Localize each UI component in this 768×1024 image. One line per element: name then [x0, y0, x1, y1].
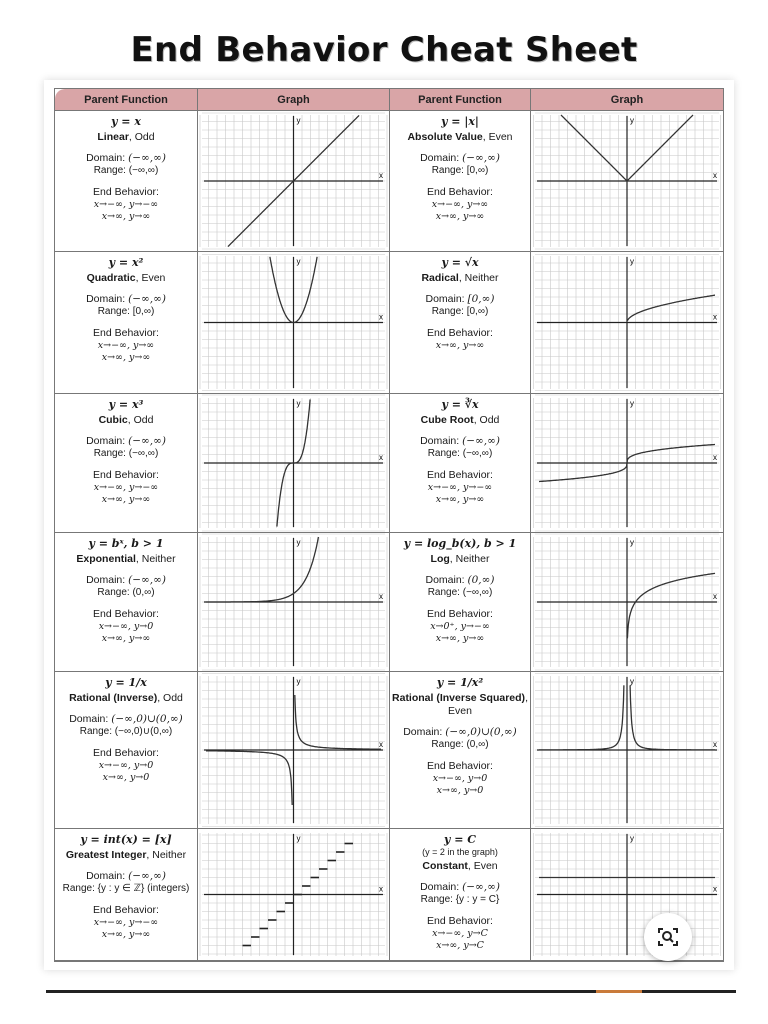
graph-cell — [198, 252, 390, 393]
end-behavior-limit-1: x→∞, y→∞ — [435, 339, 485, 351]
parent-function-cell — [55, 672, 198, 828]
range-line — [390, 448, 530, 461]
x-axis-label: x — [713, 592, 717, 601]
function-info — [55, 533, 197, 644]
end-behavior-limit-2: x→∞, y→C — [436, 939, 484, 951]
y-axis-label: y — [630, 538, 634, 547]
end-behavior-limit-2: x→∞, y→∞ — [101, 210, 151, 222]
range-label: Range: — [62, 883, 95, 894]
domain-value: (−∞,0)∪(0,∞) — [111, 712, 183, 725]
image-search-icon — [656, 925, 680, 949]
end-behavior-label: End Behavior: — [427, 914, 493, 927]
y-axis-label: y — [630, 399, 634, 408]
end-behavior-limit-1: x→0⁺, y→−∞ — [430, 620, 490, 632]
end-behavior-label: End Behavior: — [427, 759, 493, 772]
graph-cell — [198, 394, 390, 532]
range-label: Range: — [79, 726, 113, 737]
cheat-sheet-table — [54, 88, 724, 962]
function-info — [390, 672, 530, 797]
end-behavior-limit-1: x→−∞, y→−∞ — [93, 481, 159, 493]
function-info — [55, 829, 197, 940]
y-axis-label: y — [296, 257, 301, 266]
domain-label: Domain: — [425, 292, 465, 305]
function-name — [55, 553, 197, 566]
function-graph — [531, 252, 723, 393]
function-name — [55, 692, 197, 705]
end-behavior-limit-2: x→∞, y→∞ — [101, 928, 151, 940]
parent-function-cell — [390, 394, 531, 532]
domain-label: Domain: — [86, 573, 126, 586]
function-equation: y = int(x) = [x] — [80, 833, 172, 846]
function-name-text: Radical — [421, 271, 459, 284]
x-axis-label: x — [379, 740, 383, 749]
range-line — [55, 726, 197, 739]
parent-function-cell — [390, 111, 531, 251]
range-line — [55, 306, 197, 319]
x-axis-label: x — [379, 592, 383, 601]
function-name-text: Log — [430, 552, 450, 565]
function-symmetry: , Neither — [449, 552, 490, 565]
parent-function-cell — [55, 111, 198, 251]
parent-function-cell — [390, 829, 531, 960]
y-axis-label: y — [630, 677, 634, 686]
function-name-text: Absolute Value — [407, 130, 483, 143]
domain-value: [0,∞) — [467, 292, 495, 305]
x-axis-label: x — [379, 884, 383, 894]
end-behavior-label: End Behavior: — [93, 903, 159, 916]
domain-value: (−∞,∞) — [462, 434, 500, 447]
end-behavior-label: End Behavior: — [93, 607, 159, 620]
function-info — [390, 829, 530, 952]
function-symmetry: , Odd — [128, 130, 155, 143]
range-label: Range: — [427, 448, 460, 459]
range-value: [0,∞) — [466, 165, 489, 176]
function-symmetry: , Neither — [135, 552, 176, 565]
function-equation: y = 1/x — [105, 676, 147, 689]
range-label: Range: — [431, 739, 464, 751]
header-parent-function-1: Parent Function — [55, 89, 198, 111]
y-axis-label: y — [296, 834, 301, 843]
end-behavior-limit-2: x→∞, y→∞ — [435, 632, 485, 644]
end-behavior-limit-1: x→−∞, y→−∞ — [93, 916, 159, 928]
function-name — [390, 272, 530, 285]
end-behavior-limit-1: x→−∞, y→∞ — [431, 198, 489, 210]
end-behavior-limit-1: x→−∞, y→−∞ — [427, 481, 493, 493]
function-graph — [198, 111, 389, 251]
function-curve — [206, 751, 292, 805]
bottom-bar — [46, 990, 736, 993]
domain-label: Domain: — [420, 434, 460, 447]
range-value: (−∞,0)∪(0,∞) — [114, 726, 173, 737]
domain-label: Domain: — [425, 573, 465, 586]
range-line — [390, 739, 530, 752]
function-name-text: Cubic — [98, 413, 128, 426]
end-behavior-limit-1: x→−∞, y→0 — [98, 620, 154, 632]
range-value: (−∞,∞) — [462, 587, 493, 598]
domain-value: (−∞,∞) — [128, 869, 166, 882]
domain-label: Domain: — [403, 726, 443, 738]
range-value: (−∞,∞) — [128, 165, 159, 176]
end-behavior-limit-2: x→∞, y→∞ — [101, 632, 151, 644]
function-equation: y = log_b(x), b > 1 — [403, 537, 517, 550]
graph-cell — [531, 394, 723, 532]
range-value: [0,∞) — [132, 306, 155, 317]
domain-line — [55, 713, 197, 726]
end-behavior-label: End Behavior: — [93, 185, 159, 198]
function-symmetry: , Even — [482, 130, 513, 143]
y-axis-label: y — [630, 116, 634, 125]
function-name-text: Greatest Integer — [65, 848, 147, 861]
function-name-text: Rational (Inverse) — [69, 691, 158, 704]
function-symmetry: , Even — [467, 860, 498, 872]
end-behavior-label: End Behavior: — [93, 746, 159, 759]
function-curve — [539, 685, 624, 750]
domain-line — [390, 574, 530, 587]
x-axis-label: x — [379, 171, 383, 180]
domain-line — [55, 293, 197, 306]
domain-value: (−∞,∞) — [128, 151, 166, 164]
header-parent-function-2: Parent Function — [390, 89, 531, 111]
range-label: Range: — [427, 587, 460, 598]
function-equation: y = x — [111, 115, 141, 128]
function-curve — [206, 537, 318, 602]
end-behavior-limit-1: x→−∞, y→0 — [98, 759, 154, 771]
range-label: Range: — [431, 165, 464, 176]
function-name — [390, 414, 530, 427]
range-value: {y : y ∈ ℤ} (integers) — [97, 883, 190, 894]
range-value: {y : y = C} — [455, 894, 500, 906]
end-behavior-limit-1: x→−∞, y→0 — [432, 772, 488, 784]
x-axis-label: x — [713, 312, 717, 322]
page-title: End Behavior Cheat Sheet — [130, 30, 638, 70]
domain-label: Domain: — [69, 712, 109, 725]
end-behavior-limit-1: x→−∞, y→∞ — [97, 339, 155, 351]
domain-label: Domain: — [420, 151, 460, 164]
end-behavior-label: End Behavior: — [427, 185, 493, 198]
function-info — [55, 672, 197, 783]
end-behavior-limit-2: x→∞, y→∞ — [101, 351, 151, 363]
function-info — [390, 394, 530, 505]
domain-line — [390, 293, 530, 306]
function-note: (y = 2 in the graph) — [422, 846, 498, 857]
function-row — [55, 829, 723, 961]
parent-function-cell — [390, 252, 531, 393]
range-value: (−∞,∞) — [462, 448, 493, 459]
x-axis-label: x — [379, 312, 383, 322]
function-equation: y = bˣ, b > 1 — [88, 537, 164, 550]
end-behavior-limit-2: x→∞, y→∞ — [435, 210, 485, 222]
domain-line — [55, 435, 197, 448]
end-behavior-label: End Behavior: — [93, 326, 159, 339]
range-value: (0,∞) — [132, 587, 155, 598]
range-label: Range: — [420, 894, 453, 906]
function-equation: y = 1/x² — [436, 676, 484, 689]
function-symmetry: , Even — [135, 271, 166, 284]
function-graph — [198, 672, 389, 828]
function-name — [390, 692, 530, 718]
function-row — [55, 252, 723, 394]
function-curve — [627, 573, 715, 638]
range-line — [390, 587, 530, 600]
range-label: Range: — [97, 587, 130, 598]
function-equation: y = √x — [441, 256, 479, 269]
function-equation: y = ∛x — [441, 398, 479, 411]
image-search-button[interactable] — [644, 913, 692, 961]
function-symmetry: , Even — [448, 691, 528, 717]
domain-line — [55, 574, 197, 587]
graph-cell — [198, 829, 390, 960]
domain-value: (−∞,∞) — [128, 434, 166, 447]
parent-function-cell — [390, 533, 531, 671]
function-equation: y = x³ — [108, 398, 144, 411]
function-info — [390, 111, 530, 222]
function-name — [55, 131, 197, 144]
graph-cell — [531, 111, 723, 251]
domain-line — [55, 152, 197, 165]
domain-value: (−∞,∞) — [462, 151, 500, 164]
function-graph — [198, 394, 389, 532]
function-graph — [198, 829, 389, 960]
function-graph — [531, 672, 723, 828]
range-label: Range: — [93, 448, 126, 459]
function-curve — [295, 695, 381, 749]
domain-label: Domain: — [86, 292, 126, 305]
parent-function-cell — [55, 533, 198, 671]
domain-line — [390, 726, 530, 739]
graph-cell — [531, 829, 723, 960]
function-info — [55, 394, 197, 505]
function-name-text: Constant — [422, 860, 468, 872]
header-graph-2: Graph — [531, 89, 723, 111]
y-axis-label: y — [630, 257, 634, 266]
function-graph — [531, 829, 723, 960]
range-line — [390, 306, 530, 319]
end-behavior-limit-1: x→−∞, y→C — [432, 927, 488, 939]
end-behavior-label: End Behavior: — [427, 468, 493, 481]
function-info — [55, 111, 197, 222]
end-behavior-limit-2: x→∞, y→∞ — [435, 493, 485, 505]
function-equation: y = C — [443, 833, 477, 846]
domain-value: (0,∞) — [467, 573, 495, 586]
graph-cell — [198, 111, 390, 251]
function-info — [390, 252, 530, 352]
domain-label: Domain: — [86, 151, 126, 164]
function-symmetry: , Odd — [157, 691, 183, 704]
domain-value: (−∞,∞) — [128, 573, 166, 586]
function-symmetry: , Odd — [473, 413, 500, 426]
range-line — [55, 448, 197, 461]
function-symmetry: , Neither — [458, 271, 499, 284]
function-row — [55, 394, 723, 533]
range-value: [0,∞) — [466, 306, 489, 317]
x-axis-label: x — [379, 453, 383, 462]
end-behavior-label: End Behavior: — [427, 607, 493, 620]
y-axis-label: y — [296, 116, 301, 125]
end-behavior-label: End Behavior: — [427, 326, 493, 339]
function-row — [55, 672, 723, 829]
parent-function-cell — [55, 252, 198, 393]
range-label: Range: — [431, 306, 464, 317]
parent-function-cell — [390, 672, 531, 828]
function-row — [55, 111, 723, 252]
graph-cell — [198, 533, 390, 671]
function-row — [55, 533, 723, 672]
function-graph — [531, 111, 723, 251]
y-axis-label: y — [296, 677, 301, 686]
range-value: (0,∞) — [466, 739, 489, 751]
function-graph — [198, 252, 389, 393]
function-info — [390, 533, 530, 644]
function-name — [390, 131, 530, 144]
function-graph — [198, 533, 389, 671]
function-info — [55, 252, 197, 363]
domain-value: (−∞,∞) — [462, 881, 500, 894]
domain-label: Domain: — [86, 434, 126, 447]
end-behavior-limit-2: x→∞, y→0 — [436, 784, 484, 796]
range-line — [55, 587, 197, 600]
graph-cell — [531, 672, 723, 828]
domain-value: (−∞,0)∪(0,∞) — [445, 726, 517, 738]
range-label: Range: — [93, 165, 126, 176]
function-name — [55, 849, 197, 862]
domain-value: (−∞,∞) — [128, 292, 166, 305]
function-graph — [531, 394, 723, 532]
end-behavior-limit-2: x→∞, y→0 — [102, 771, 150, 783]
x-axis-label: x — [713, 884, 717, 894]
function-name — [55, 272, 197, 285]
function-symmetry: , Odd — [127, 413, 154, 426]
function-name — [390, 860, 530, 873]
domain-label: Domain: — [86, 869, 126, 882]
end-behavior-label: End Behavior: — [93, 468, 159, 481]
parent-function-cell — [55, 829, 198, 960]
range-line — [55, 883, 197, 896]
function-name-text: Exponential — [76, 552, 136, 565]
range-line — [390, 894, 530, 907]
range-line — [55, 165, 197, 178]
function-name — [55, 414, 197, 427]
graph-cell — [531, 533, 723, 671]
range-value: (−∞,∞) — [128, 448, 159, 459]
end-behavior-limit-2: x→∞, y→∞ — [101, 493, 151, 505]
graph-cell — [531, 252, 723, 393]
x-axis-label: x — [713, 171, 717, 180]
y-axis-label: y — [630, 834, 634, 843]
function-name-text: Rational (Inverse Squared) — [392, 691, 526, 704]
header-graph-1: Graph — [198, 89, 390, 111]
function-name-text: Quadratic — [86, 271, 136, 284]
domain-line — [55, 870, 197, 883]
domain-line — [390, 435, 530, 448]
graph-cell — [198, 672, 390, 828]
range-line — [390, 165, 530, 178]
domain-line — [390, 881, 530, 894]
function-equation: y = |x| — [441, 115, 479, 128]
function-equation: y = x² — [108, 256, 144, 269]
function-curve — [627, 295, 715, 320]
end-behavior-limit-1: x→−∞, y→−∞ — [93, 198, 159, 210]
function-name — [390, 553, 530, 566]
domain-label: Domain: — [420, 881, 460, 894]
function-curve — [630, 685, 715, 750]
parent-function-cell — [55, 394, 198, 532]
function-symmetry: , Neither — [146, 848, 187, 861]
y-axis-label: y — [296, 399, 301, 408]
y-axis-label: y — [296, 538, 301, 547]
function-graph — [531, 533, 723, 671]
function-name-text: Cube Root — [420, 413, 474, 426]
range-label: Range: — [97, 306, 130, 317]
domain-line — [390, 152, 530, 165]
function-name-text: Linear — [97, 130, 129, 143]
x-axis-label: x — [713, 453, 717, 462]
x-axis-label: x — [713, 740, 717, 749]
